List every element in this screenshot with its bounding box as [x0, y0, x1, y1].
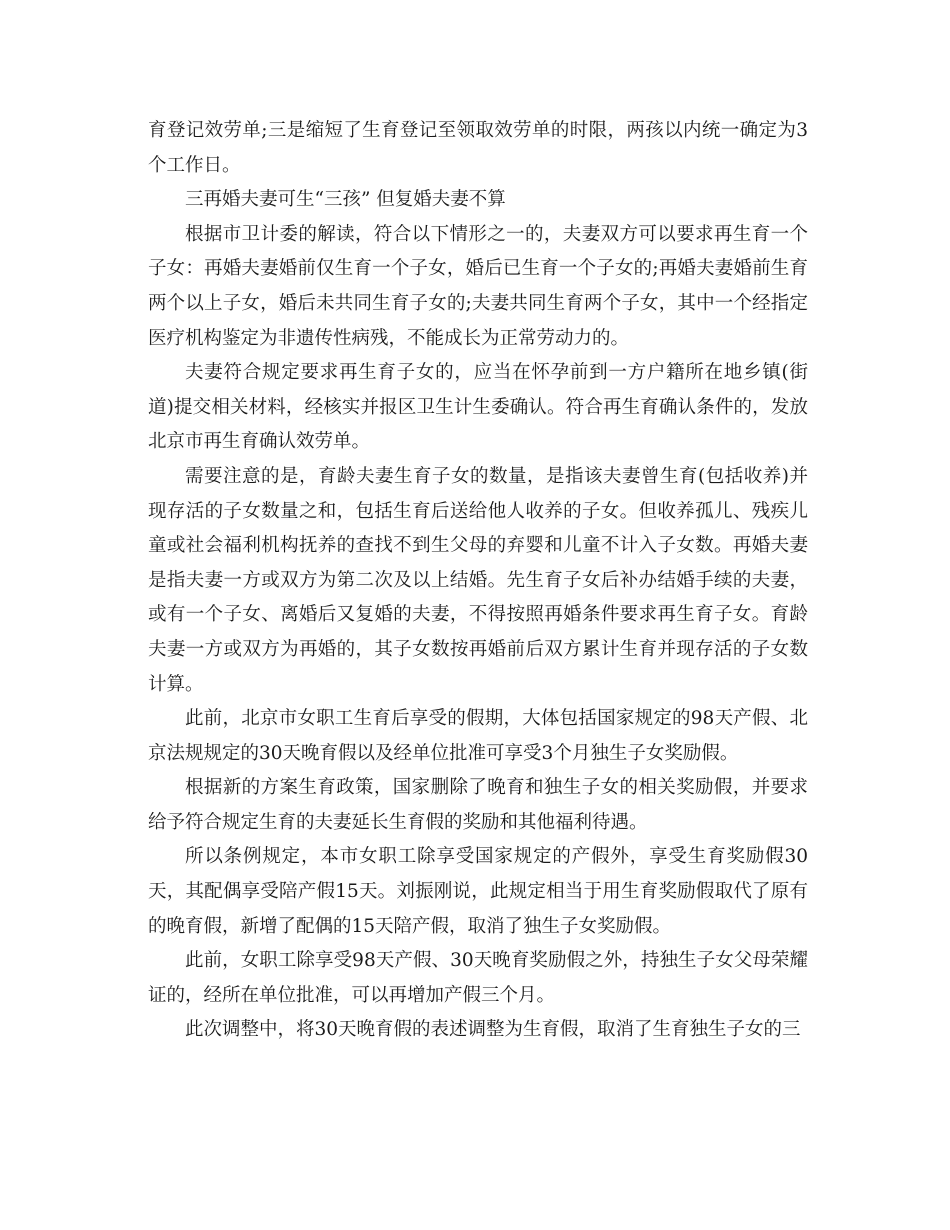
paragraph: 此前，北京市女职工生育后享受的假期，大体包括国家规定的98天产假、北京法规规定的30天晚育假以及经单位批准可享受3个月独生子女奖励假。	[148, 708, 808, 764]
paragraph: 所以条例规定，本市女职工除享受国家规定的产假外，享受生育奖励假30天，其配偶享受陪产假15天。刘振刚说，此规定相当于用生育奖励假取代了原有的晚育假，新增了配偶的15天陪产假，取消了独生子女奖励假。	[148, 846, 808, 937]
paragraph: 需要注意的是，育龄夫妻生育子女的数量，是指该夫妻曾生育(包括收养)并现存活的子女数量之和，包括生育后送给他人收养的子女。但收养孤儿、残疾儿童或社会福利机构抚养的查找不到生父母的弃婴和儿童不计入子女数。再婚夫妻是指夫妻一方或双方为第二次及以上结婚。先生育子女后补办结婚手续的夫妻，或有一个子女、离婚后又复婚的夫妻，不得按照再婚条件要求再生育子女。育龄夫妻一方或双方为再婚的，其子女数按再婚前后双方累计生育并现存活的子女数计算。	[148, 465, 808, 695]
paragraph: 根据新的方案生育政策，国家删除了晚育和独生子女的相关奖励假，并要求给予符合规定生育的夫妻延长生育假的奖励和其他福利待遇。	[148, 777, 808, 833]
paragraph-continuation: 育登记效劳单;三是缩短了生育登记至领取效劳单的时限，两孩以内统一确定为3个工作日。	[148, 120, 808, 176]
section-heading: 三再婚夫妻可生“三孩” 但复婚夫妻不算	[185, 189, 506, 211]
paragraph: 根据市卫计委的解读，符合以下情形之一的，夫妻双方可以要求再生育一个子女：再婚夫妻婚前仅生育一个子女，婚后已生育一个子女的;再婚夫妻婚前生育两个以上子女，婚后未共同生育子女的;夫妻共同生育两个子女，其中一个经指定医疗机构鉴定为非遗传性病残，不能成长为正常劳动力的。	[148, 223, 808, 349]
paragraph: 夫妻符合规定要求再生育子女的，应当在怀孕前到一方户籍所在地乡镇(街道)提交相关材料，经核实并报区卫生计生委确认。符合再生育确认条件的，发放北京市再生育确认效劳单。	[148, 362, 808, 453]
document-body	[148, 114, 808, 1048]
paragraph: 此次调整中，将30天晚育假的表述调整为生育假，取消了生育独生子女的三	[185, 1019, 801, 1041]
paragraph: 此前，女职工除享受98天产假、30天晚育奖励假之外，持独生子女父母荣耀证的，经所在单位批准，可以再增加产假三个月。	[148, 950, 808, 1006]
